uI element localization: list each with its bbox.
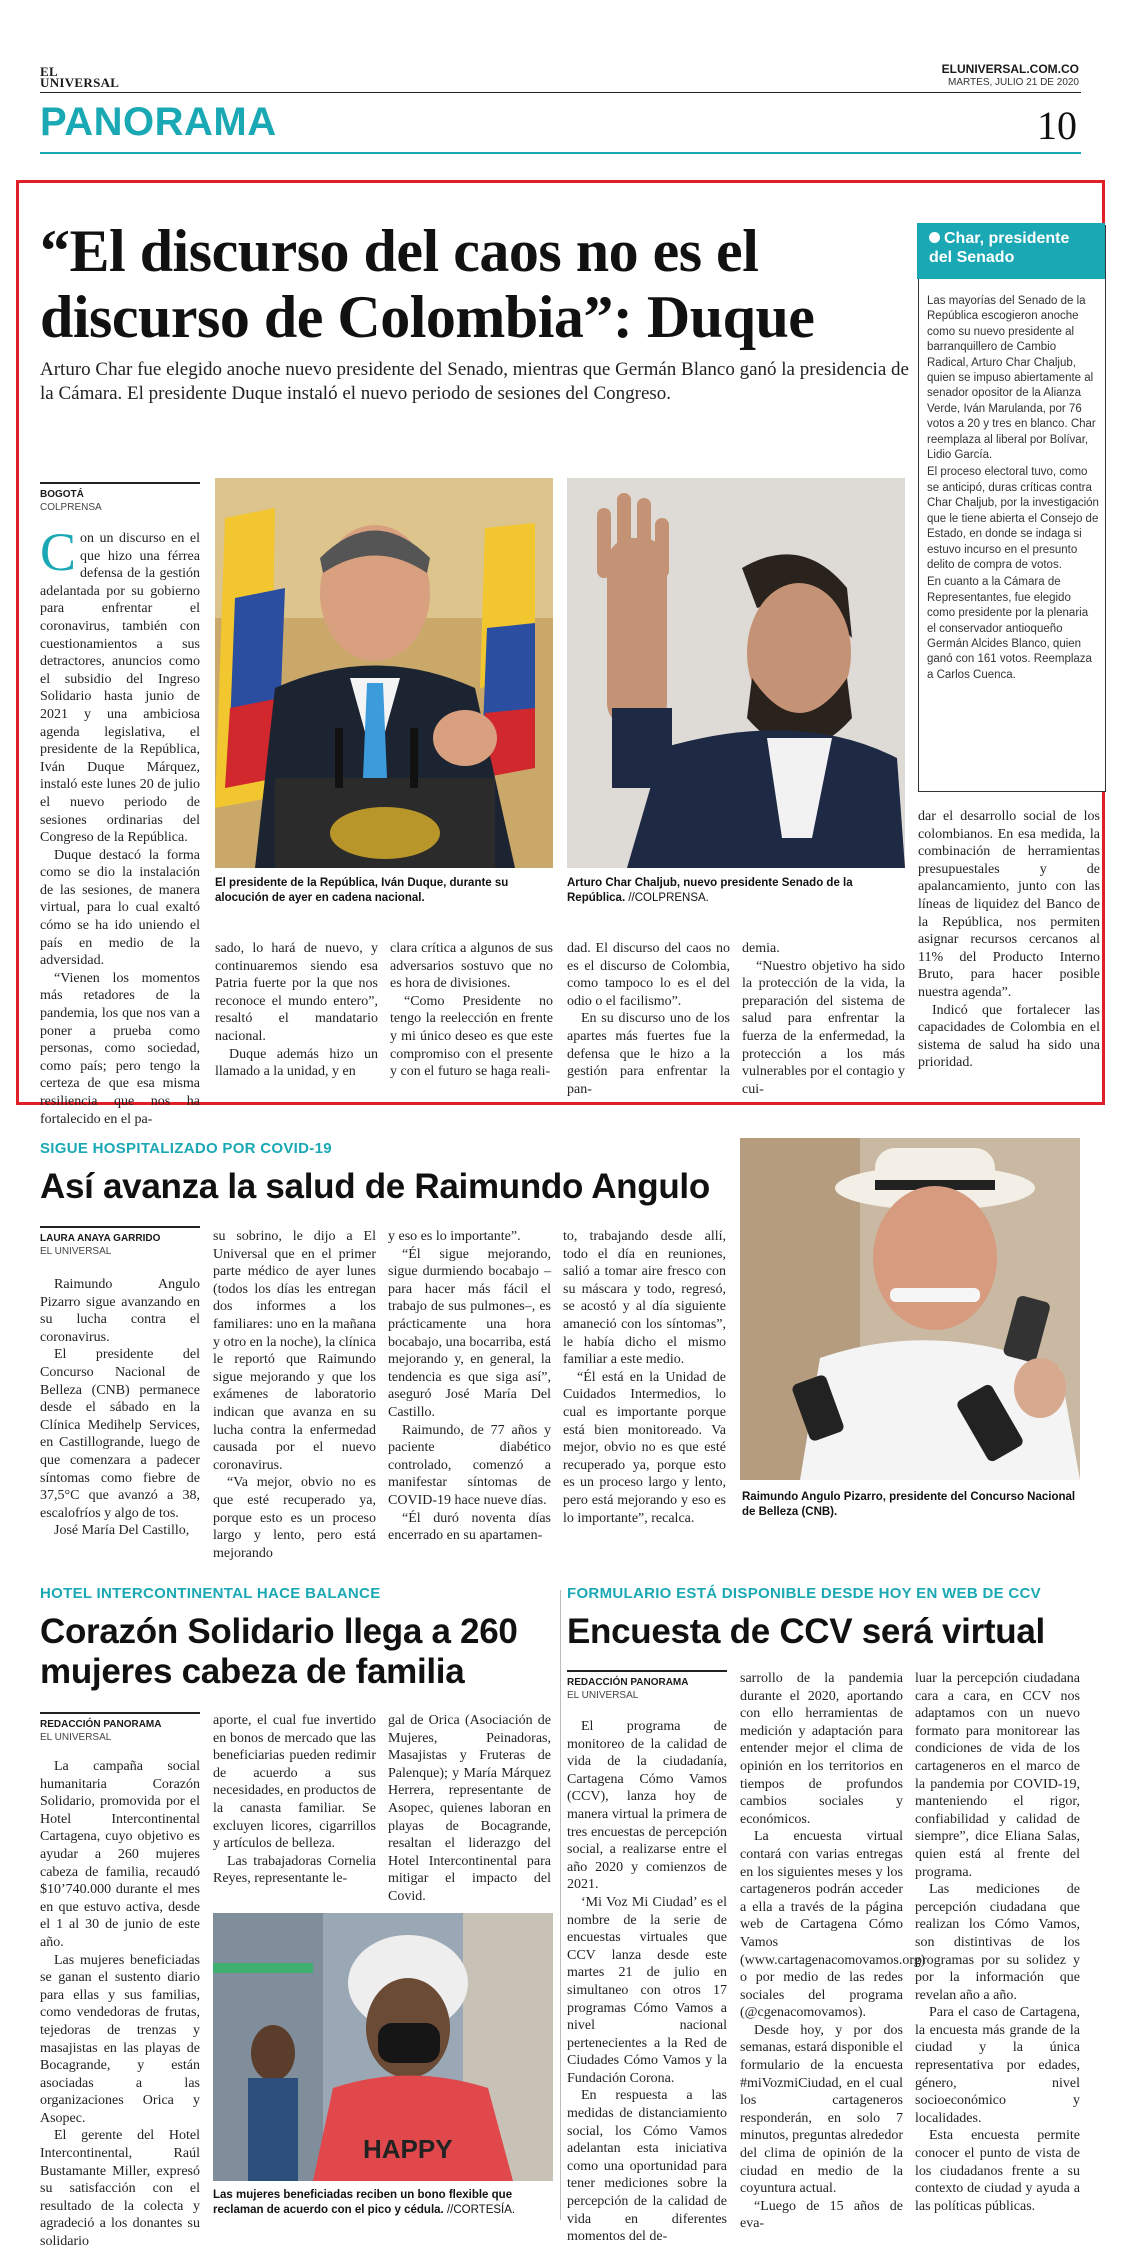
- lead-column-2: [215, 940, 378, 1081]
- ccv-paragraph: En respuesta a las medidas de distanciamiento social, los Cómo Vamos adelantan esta iniciativa como una oportunidad para tener mediciones sobre la percepción de la calidad de vida en diferentes momentos del de-: [567, 2088, 727, 2245]
- ccv-paragraph: Esta encuesta permite conocer el punto de vista de los ciudadanos frente a su contexto de ciudad y ayuda a las políticas públicas.: [915, 2128, 1080, 2214]
- angulo-column-3: [388, 1228, 551, 1545]
- corazon-column-3: [388, 1712, 551, 1906]
- section-rule: [40, 152, 1081, 154]
- corazon-paragraph: El gerente del Hotel Intercontinental, Raúl Bustamante Miller, expresó su satisfacción con el resultado de la colecta y agradeció a los donantes su solidario: [40, 2128, 200, 2249]
- byline-source: EL UNIVERSAL: [40, 1246, 112, 1257]
- bullet-icon: [929, 232, 940, 243]
- lead-paragraph: Indicó que fortalecer las capacidades de Colombia en el sistema de salud ha sido una prioridad.: [918, 1002, 1100, 1071]
- masthead-rule: [40, 92, 1081, 93]
- caption-text: El presidente de la República, Iván Duque, durante su alocución de ayer en cadena nacional.: [215, 877, 509, 904]
- sidebar-paragraph: En cuanto a la Cámara de Representantes, fue elegido como presidente por la plenaria el conservador antioqueño Germán Alcides Blanco, quien ganó con 161 votos. Reemplaza a Carlos Cuenca.: [927, 576, 1092, 681]
- corazon-paragraph: aporte, el cual fue invertido en bonos de mercado que las beneficiarias pueden redimir de acuerdo a sus necesidades, en productos de la canasta familiar. Se excluyen licores, cigarrillos y artículos de belleza.: [213, 1713, 376, 1852]
- angulo-paragraph: su sobrino, le dijo a El Universal que en el primer parte médico de ayer lunes (todos los días les entregan dos informes a los familiares: uno en la mañana y otro en la noche), la clínica le reportó que Raimundo sigue mejorando y que los exámenes de laboratorio indican que avanza en su lucha contra la enfermedad causada por el nuevo coronavirus.: [213, 1229, 376, 1473]
- ccv-kicker: FORMULARIO ESTÁ DISPONIBLE DESDE HOY EN WEB DE CCV: [567, 1585, 1041, 1602]
- corazon-paragraph: La campaña social humanitaria Corazón Solidario, promovida por el Hotel Intercontinental Cartagena, cuyo objetivo es ayudar a 260 mujeres cabeza de familia, recaudó $10’740.000 durante el mes en que estuvo activa, desde el 1 al 30 de junio de este año.: [40, 1759, 200, 1950]
- duque-photo-caption: [215, 876, 553, 906]
- lead-paragraph: “Nuestro objetivo ha sido la protección de la vida, la preparación del sistema de salud para enfrentar la fuerza de la enfermedad, la protección a los más vulnerables por el contagio y cui-: [742, 958, 905, 1097]
- lead-paragraph: demia.: [742, 941, 780, 956]
- lead-paragraph: clara crítica a algunos de sus adversarios sostuvo que no es hora de divisiones.: [390, 941, 553, 992]
- angulo-photo: [740, 1138, 1080, 1480]
- byline-source: EL UNIVERSAL: [567, 1690, 639, 1701]
- lead-paragraph: Duque además hizo un llamado a la unidad, y en: [215, 1046, 378, 1080]
- corazon-paragraph: gal de Orica (Asociación de Mujeres, Peinadoras, Masajistas y Fruteras de Palenque); y María Márquez Herrera, representante de Asopec, quienes laboran en playas de Bocagrande, resaltan el liderazgo del Hotel Intercontinental para mitigar el impacto del Covid.: [388, 1713, 551, 1904]
- corazon-headline: Corazón Solidario llega a 260 mujeres cabeza de familia: [40, 1612, 518, 1691]
- ccv-byline: [567, 1670, 727, 1702]
- ccv-headline: Encuesta de CCV será virtual: [567, 1612, 1045, 1651]
- lead-paragraph: “Vienen los momentos más retadores de la pandemia, los que nos van a poner a prueba como personas, como sociedad, como país; pero tengo la certeza de que esa misma resiliencia que nos ha fortalecido en el pa-: [40, 970, 200, 1127]
- angulo-column-4: [563, 1228, 726, 1527]
- newspaper-logo: EL UNIVERSAL: [40, 64, 120, 90]
- lead-column-4: [567, 940, 730, 1098]
- byline-name: LAURA ANAYA GARRIDO: [40, 1233, 161, 1244]
- issue-date: MARTES, JULIO 21 DE 2020: [948, 77, 1079, 88]
- ccv-column-2: [740, 1670, 926, 2233]
- angulo-paragraph: “Él sigue mejorando, sigue durmiendo bocabajo –para hacer más fácil el trabajo de sus pulmones–, es prácticamente una hora bocabajo, una bocarriba, está mejorando y, en general, la tendencia es que siga así”, aseguró José María Del Castillo.: [388, 1246, 551, 1420]
- angulo-paragraph: “Va mejor, obvio no es que esté recuperado ya, porque esto es un proceso largo y lento, pero está mejorando: [213, 1475, 376, 1561]
- ccv-paragraph: luar la percepción ciudadana cara a cara, en CCV nos adaptamos con un nuevo formato para monitorear las condiciones de vida de los cartageneros en el marco de la pandemia por COVID-19, manteniendo el rigor, confiabilidad y calidad de siempre”, dice Eliana Salas, quien está al frente del programa.: [915, 1671, 1080, 1880]
- ccv-paragraph: La encuesta virtual contará con varias entregas en los siguientes meses y los cartageneros podrán acceder a ella a través de la página web de Cartagena Cómo Vamos (www.cartagenacomovamos.org) o por medio de las redes sociales del programa (@cgenacomovamos).: [740, 1829, 926, 2021]
- corazon-byline: [40, 1712, 200, 1744]
- lead-paragraph: En su discurso uno de los apartes más fuertes fue la defensa que le hizo a la gestión para enfrentar la pan-: [567, 1011, 730, 1097]
- byline-name: REDACCIÓN PANORAMA: [40, 1719, 162, 1730]
- sidebar-body: [927, 294, 1099, 685]
- dateline-source: COLPRENSA: [40, 502, 102, 513]
- ccv-paragraph: ‘Mi Voz Mi Ciudad’ es el nombre de la serie de encuestas virtuales que CCV lanza desde este martes 21 de julio en simultaneo con otros 17 programas Cómo Vamos a nivel nacional pertenecientes a la Red de Ciudades Cómo Vamos y la Fundación Corona.: [567, 1894, 727, 2086]
- caption-text: Raimundo Angulo Pizarro, presidente del Concurso Nacional de Belleza (CNB).: [742, 1491, 1076, 1518]
- angulo-byline: [40, 1226, 200, 1258]
- ccv-paragraph: El programa de monitoreo de la calidad de vida de la ciudadanía, Cartagena Cómo Vamos (CCV), lanza hoy de manera virtual la primera de tres encuestas de percepción social, a realizarse entre el año 2020 y comienzos de 2021.: [567, 1719, 727, 1893]
- angulo-paragraph: El presidente del Concurso Nacional de Belleza (CNB) permanece desde el sábado en la Clínica Medihelp Services, en Castillogrande, luego de que comenzara a padecer síntomas como fiebre de 37,5°C que avanzó a 38, escalofríos y algo de tos.: [40, 1347, 200, 1521]
- angulo-column-1: [40, 1276, 200, 1540]
- lead-subtitle: Arturo Char fue elegido anoche nuevo presidente del Senado, mientras que Germán Blanco ganó la presidencia de la Cámara. El presidente Duque instaló el nuevo periodo de sesiones del Congreso.: [40, 359, 909, 404]
- corazon-paragraph: Las trabajadoras Cornelia Reyes, representante le-: [213, 1853, 376, 1887]
- caption-text: Las mujeres beneficiadas reciben un bono flexible que reclaman de acuerdo con el pico y cédula.: [213, 2189, 513, 2216]
- ccv-paragraph: Las mediciones de percepción ciudadana que realizan los Cómo Vamos, son distintivas de los programas por su solidez y por la información que revelan año a año.: [915, 1882, 1080, 2003]
- corazon-column-2: [213, 1712, 376, 1888]
- char-photo-caption: [567, 876, 905, 906]
- corazon-paragraph: Las mujeres beneficiadas se ganan el sustento diario para ellas y sus familias, como vendedoras de frutas, tejedoras de trenzas y masajistas en las playas de Bocagrande, y están asociadas a las organizaciones Orica y Asopec.: [40, 1952, 200, 2126]
- lead-column-6: [918, 808, 1100, 1072]
- lead-paragraph: dad. El discurso del caos no es el discurso de Colombia, como tampoco lo es el del odio o el facilismo”.: [567, 941, 730, 1009]
- lead-column-3: [390, 940, 553, 1081]
- ccv-paragraph: “Luego de 15 años de eva-: [740, 2198, 903, 2232]
- lead-paragraph: Con un discurso en el que hizo una férrea defensa de la gestión adelantada por su gobierno para enfrentar el coronavirus, también con cuestionamientos a sus detractores, anuncios como el subsidio del Ingreso Solidario hasta junio de 2021 y una ambiciosa agenda legislativa, el presidente de la República, Iván Duque Márquez, instaló este lunes 20 de julio el nuevo periodo de sesiones ordinarias del Congreso de la República.: [40, 522, 200, 846]
- site-url[interactable]: ELUNIVERSAL.COM.CO: [941, 62, 1079, 76]
- photo-credit: //CORTESÍA.: [446, 2204, 516, 2216]
- angulo-paragraph: y eso es lo importante”.: [388, 1229, 521, 1244]
- lead-headline: “El discurso del caos no es el discurso de Colombia”: Duque: [40, 218, 815, 350]
- dateline-city: BOGOTÁ: [40, 489, 84, 500]
- ccv-column-1: [567, 1718, 727, 2246]
- angulo-kicker: SIGUE HOSPITALIZADO POR COVID-19: [40, 1140, 332, 1157]
- char-photo: [567, 478, 905, 868]
- story-divider: [560, 1590, 561, 2220]
- angulo-paragraph: Raimundo, de 77 años y paciente diabético controlado, comenzó a manifestar síntomas de COVID-19 hace nueve días.: [388, 1422, 551, 1508]
- angulo-headline: Así avanza la salud de Raimundo Angulo: [40, 1167, 710, 1206]
- angulo-photo-caption: [742, 1490, 1080, 1520]
- section-title: PANORAMA: [40, 100, 277, 144]
- angulo-paragraph: “Él duró noventa días encerrado en su apartamen-: [388, 1510, 551, 1544]
- lead-column-1: [40, 522, 200, 1128]
- duque-photo: [215, 478, 553, 868]
- angulo-paragraph: “Él está en la Unidad de Cuidados Intermedios, lo cual es importante porque está bien monitoreado. Va mejor, obvio no es que esté recuperado ya, porque esto es un proceso largo y lento, pero está mejorando y eso es lo importante”, recalca.: [563, 1369, 726, 1526]
- ccv-paragraph: Para el caso de Cartagena, la encuesta más grande de la ciudad y la única representativa por edades, género, nivel socioeconómico y localidades.: [915, 2005, 1080, 2126]
- corazon-photo-caption: [213, 2188, 553, 2218]
- corazon-photo: [213, 1913, 553, 2181]
- angulo-paragraph: José María Del Castillo,: [54, 1523, 190, 1539]
- corazon-column-1: [40, 1758, 200, 2249]
- angulo-paragraph: Raimundo Angulo Pizarro sigue avanzando en su lucha contra el coronavirus.: [40, 1277, 200, 1345]
- photo-credit: //COLPRENSA.: [628, 892, 709, 904]
- ccv-paragraph: sarrollo de la pandemia durante el 2020, aportando con ello herramientas de medición y adaptación para entender mejor el clima de opinión en los territorios en tiempos de profundos cambios sociales y económicos.: [740, 1671, 903, 1827]
- sidebar-title: Char, presidente del Senado: [929, 230, 1070, 266]
- page-number: 10: [1037, 103, 1077, 148]
- angulo-column-2: [213, 1228, 376, 1562]
- lead-column-5: [742, 940, 905, 1098]
- ccv-column-3: [915, 1670, 1080, 2215]
- angulo-paragraph: to, trabajando desde allí, todo el día en reuniones, salió a tomar aire fresco con su máscara y todo, regresó, se acostó y al día siguiente amaneció con los síntomas”, le había dicho el mismo familiar a este medio.: [563, 1229, 726, 1368]
- sidebar-paragraph: El proceso electoral tuvo, como se anticipó, duras críticas contra Char Chaljub, por la investigación que le tiene abierta el Consejo de Estado, en donde se indaga si estuvo incurso en el presunto delito de compra de votos.: [927, 466, 1099, 571]
- caption-text: Arturo Char Chaljub, nuevo presidente Senado de la República.: [567, 877, 853, 904]
- lead-paragraph: “Como Presidente no tengo la reelección en frente y mi único deseo es que este compromiso con el presente y con el futuro se haga reali-: [390, 993, 553, 1080]
- byline-source: EL UNIVERSAL: [40, 1732, 112, 1743]
- sidebar-header: [917, 223, 1105, 279]
- sidebar-paragraph: Las mayorías del Senado de la República escogieron anoche como su nuevo presidente al barranquillero de Cambio Radical, Arturo Char Chaljub, quien se impuso abiertamente al senador opositor de la Alianza Verde, Iván Marulanda, por 76 votos a 20 y tres en blanco. Char reemplaza al liberal por Bolívar, Lidio García.: [927, 295, 1096, 462]
- lead-paragraph: dar el desarrollo social de los colombianos. En esa medida, la combinación de herramientas presupuestales y de apalancamiento, junto con las líneas de liquidez del Banco de la República, nos permiten asignar recursos cercanos al 11% del Producto Interno Bruto, para hacer posible nuestra agenda”.: [918, 809, 1100, 1000]
- shirt-text: HAPPY: [363, 2134, 453, 2164]
- lead-paragraph: sado, lo hará de nuevo, y continuaremos siendo esa Patria fuerte por la que nos reconoce el mundo entero”, resaltó el mandatario nacional.: [215, 941, 378, 1044]
- lead-dateline: [40, 482, 200, 514]
- corazon-kicker: HOTEL INTERCONTINENTAL HACE BALANCE: [40, 1585, 381, 1602]
- byline-name: REDACCIÓN PANORAMA: [567, 1677, 689, 1688]
- ccv-paragraph: Desde hoy, y por dos semanas, estará disponible el formulario de la encuesta #miVozmiCiudad, en el cual los cartageneros responderán, en solo 7 minutos, preguntas alrededor del clima de opinión de la ciudad en medio de la coyuntura actual.: [740, 2022, 903, 2197]
- lead-paragraph: Duque destacó la forma como se dio la instalación de las sesiones, de manera virtual, para lo cual exaltó cómo se ha ido uniendo el país en medio de la adversidad.: [40, 847, 200, 969]
- sidebar-box: [918, 225, 1106, 792]
